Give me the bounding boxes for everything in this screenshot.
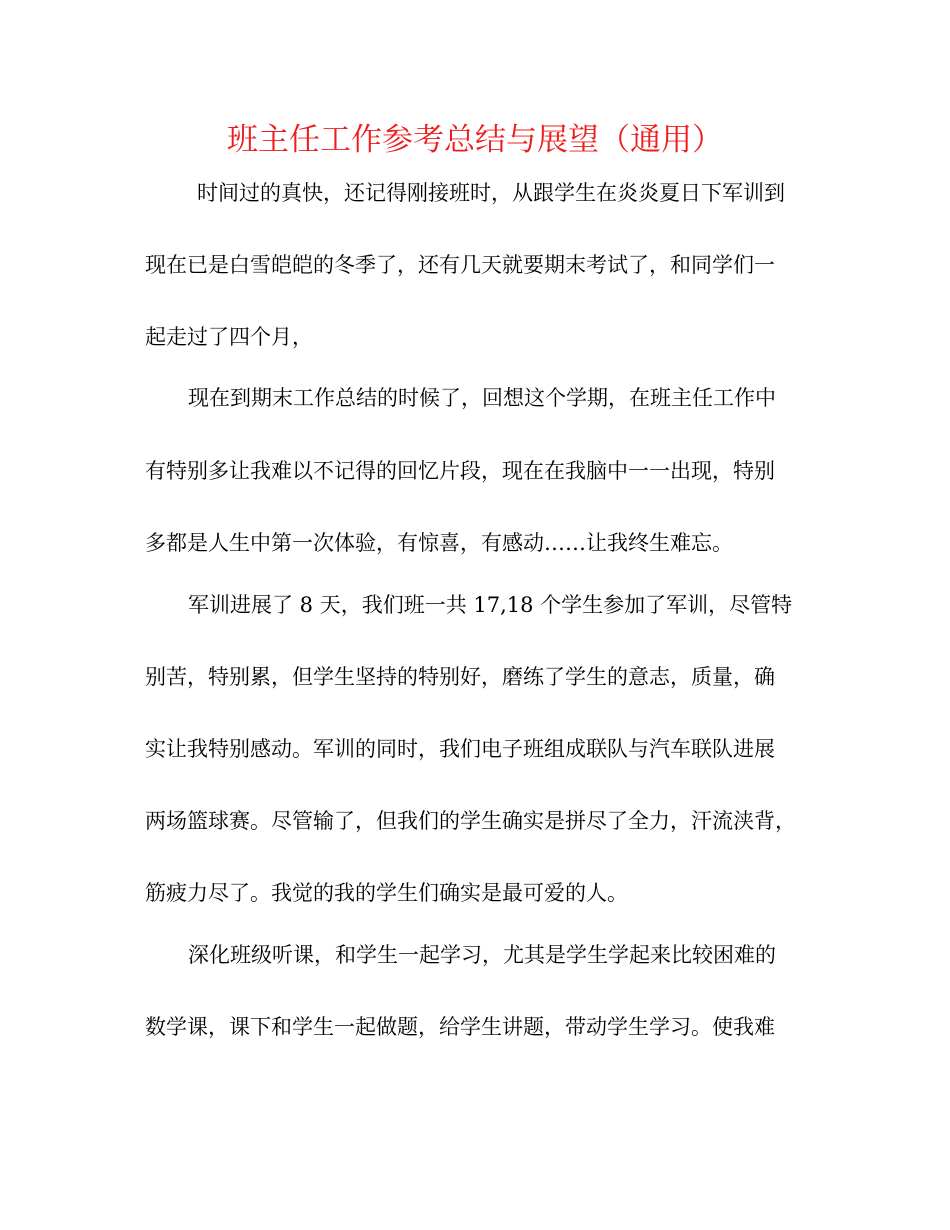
- text-line: 现在到期末工作总结的时候了，回想这个学期，在班主任工作中: [188, 386, 776, 410]
- text-line: 深化班级听课，和学生一起学习，尤其是学生学起来比较困难的: [188, 943, 776, 967]
- text-line: 起走过了四个月，: [145, 325, 313, 349]
- document-title: 班主任工作参考总结与展望（通用）: [227, 122, 723, 158]
- text-line: 实让我特别感动。军训的同时，我们电子班组成联队与汽车联队进展: [145, 737, 775, 761]
- text-line: 筋疲力尽了。我觉的我的学生们确实是最可爱的人。: [145, 881, 628, 905]
- text-line: 时间过的真快，还记得刚接班时，从跟学生在炎炎夏日下军训到: [197, 181, 785, 205]
- text-line: 别苦，特别累，但学生坚持的特别好，磨练了学生的意志，质量，确: [145, 665, 775, 689]
- text-line: 现在已是白雪皑皑的冬季了，还有几天就要期末考试了，和同学们一: [145, 253, 775, 277]
- text-line: 两场篮球赛。尽管输了，但我们的学生确实是拼尽了全力，汗流浃背，: [145, 809, 796, 833]
- text-line: 军训进展了 8 天，我们班一共 17,18 个学生参加了军训，尽管特: [188, 593, 793, 617]
- text-line: 有特别多让我难以不记得的回忆片段，现在在我脑中一一出现，特别: [145, 459, 775, 483]
- text-line: 多都是人生中第一次体验，有惊喜，有感动……让我终生难忘。: [145, 531, 733, 555]
- text-line: 数学课，课下和学生一起做题，给学生讲题，带动学生学习。使我难: [145, 1015, 775, 1039]
